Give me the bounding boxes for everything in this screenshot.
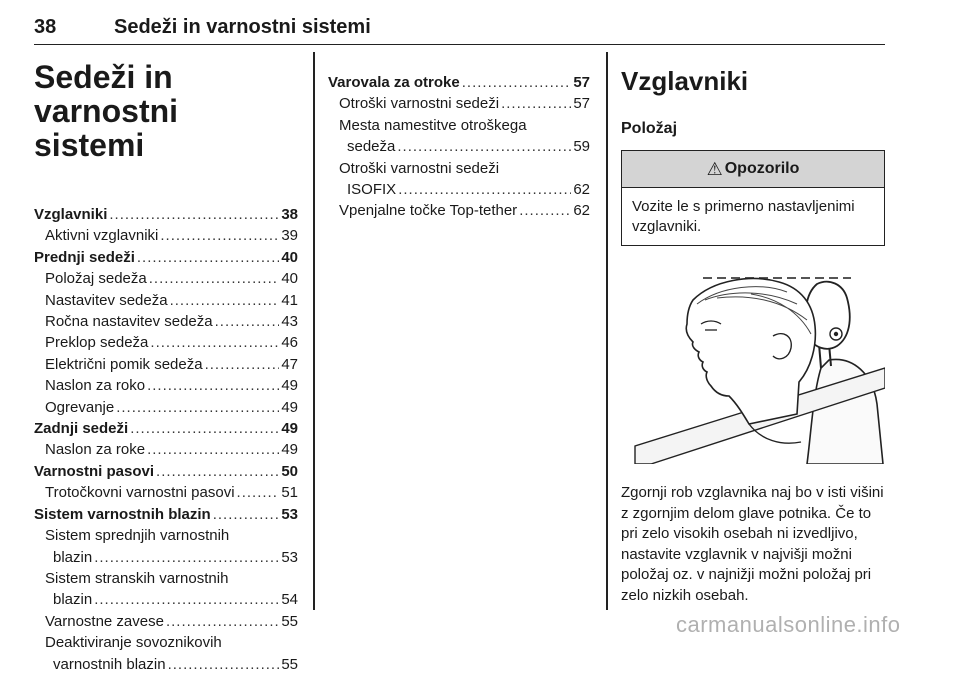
toc-leader-dots	[501, 93, 571, 114]
toc-entry-title: Električni pomik sedeža	[45, 355, 203, 373]
subsection-title: Položaj	[621, 120, 678, 137]
toc-leader-dots	[147, 439, 279, 460]
toc-entry-title: blazin	[53, 548, 93, 566]
toc-entry-title: varnostnih blazin	[53, 655, 166, 673]
toc-page-number: 40	[281, 270, 298, 288]
warning-triangle-icon: ⚠	[706, 158, 723, 179]
toc-entry-title: Varovala za otroke	[328, 74, 460, 91]
toc-leader-dots	[170, 290, 280, 311]
toc-section-entry[interactable]	[34, 504, 298, 525]
body-paragraph: Zgornji rob vzglavnika naj bo v isti višini z zgornjim delom glave potnika. Če to pri zelo visokih osebah ni izvedljivo, nastavite vzglavnik v najvišji možni položaj oz. v najnižji možni položaj pri zelo nizkih osebah.	[621, 484, 884, 604]
toc-page-number: 54	[281, 591, 298, 609]
toc-entry-title: Varnostne zavese	[45, 612, 164, 630]
toc-leader-dots	[397, 136, 571, 157]
toc-column-1	[34, 60, 298, 675]
page-header	[34, 14, 885, 45]
toc-entry-line: Otroški varnostni sedeži	[339, 159, 500, 177]
toc-leader-dots	[149, 268, 280, 289]
toc-leader-dots	[94, 589, 279, 610]
toc-page-number: 59	[573, 138, 590, 156]
toc-page-number: 53	[281, 548, 298, 566]
toc-leader-dots	[398, 179, 571, 200]
toc-entry[interactable]	[34, 611, 298, 632]
toc-leader-dots	[147, 375, 279, 396]
toc-leader-dots	[150, 332, 279, 353]
toc-entry-line: Deaktiviranje sovoznikovih	[45, 634, 222, 652]
section-column	[621, 60, 885, 606]
toc-entry[interactable]	[328, 136, 590, 157]
toc-leader-dots	[116, 397, 279, 418]
column-divider	[606, 52, 608, 610]
toc-entry-title: blazin	[53, 591, 93, 609]
toc-entry-title: Varnostni pasovi	[34, 462, 155, 480]
toc-leader-dots	[205, 354, 280, 375]
toc-leader-dots	[519, 200, 571, 221]
toc-leader-dots	[156, 461, 279, 482]
warning-header	[622, 151, 884, 188]
toc-leader-dots	[215, 311, 280, 332]
toc-page-number: 39	[281, 227, 298, 245]
toc-leader-dots	[462, 72, 572, 93]
headrest-position-illustration	[621, 264, 885, 464]
toc-entry-title: Trotočkovni varnostni pasovi	[45, 484, 235, 502]
toc-entry-title: Naslon za roke	[45, 441, 146, 459]
column-divider	[313, 52, 315, 610]
toc-leader-dots	[94, 547, 279, 568]
toc-leader-dots	[168, 654, 280, 675]
toc-entry-title: Preklop sedeža	[45, 334, 149, 352]
toc-entry[interactable]	[34, 589, 298, 610]
toc-entry[interactable]	[34, 439, 298, 460]
toc-entry-line: Sistem sprednjih varnostnih	[45, 527, 230, 545]
toc-page-number: 46	[281, 334, 298, 352]
toc-page-number: 43	[281, 313, 298, 331]
toc-entry-title: Vzglavniki	[34, 206, 108, 223]
toc-page-number: 49	[281, 420, 298, 438]
toc-entry-title: Naslon za roko	[45, 377, 146, 395]
toc-entry[interactable]	[34, 375, 298, 396]
toc-page-number: 50	[281, 462, 298, 480]
toc-page-number: 49	[281, 398, 298, 416]
warning-box	[621, 150, 885, 246]
chapter-title: Sedeži in varnostni sistemi	[34, 59, 179, 163]
toc-entry[interactable]	[34, 547, 298, 568]
toc-section-entry[interactable]	[34, 461, 298, 482]
running-title: Sedeži in varnostni sistemi	[114, 16, 371, 38]
toc-entry-line: Sistem stranskih varnostnih	[45, 569, 229, 587]
watermark: carmanualsonline.info	[676, 612, 901, 637]
toc-entry[interactable]	[34, 225, 298, 246]
toc-leader-dots	[160, 225, 279, 246]
toc-leader-dots	[213, 504, 280, 525]
table-of-contents	[34, 204, 298, 675]
toc-entry-title: Aktivni vzglavniki	[45, 227, 159, 245]
toc-section-entry[interactable]	[34, 418, 298, 439]
toc-entry-title: Prednji sedeži	[34, 248, 135, 266]
warning-text: Vozite le s primerno nastavljenimi vzglavniki.	[632, 198, 855, 235]
toc-entry[interactable]	[34, 290, 298, 311]
toc-entry-title: Ročna nastavitev sedeža	[45, 313, 213, 331]
toc-entry-title: sedeža	[347, 138, 396, 156]
toc-page-number: 51	[281, 484, 298, 502]
toc-page-number: 57	[573, 95, 590, 113]
toc-entry[interactable]	[34, 268, 298, 289]
toc-page-number: 49	[281, 377, 298, 395]
toc-entry[interactable]	[34, 654, 298, 675]
toc-page-number: 62	[573, 202, 590, 220]
toc-page-number: 53	[281, 505, 298, 523]
toc-column-2	[328, 60, 590, 222]
toc-entry-title: Otroški varnostni sedeži	[339, 95, 500, 113]
toc-page-number: 40	[281, 248, 298, 266]
table-of-contents	[328, 72, 590, 222]
toc-entry[interactable]	[328, 93, 590, 114]
toc-leader-dots	[109, 204, 279, 225]
toc-entry-line: Mesta namestitve otroškega	[339, 116, 527, 134]
toc-page-number: 55	[281, 655, 298, 673]
toc-entry[interactable]	[328, 179, 590, 200]
toc-entry[interactable]	[34, 397, 298, 418]
toc-entry-title: Nastavitev sedeža	[45, 291, 168, 309]
toc-entry-title: Položaj sedeža	[45, 270, 147, 288]
toc-page-number: 41	[281, 291, 298, 309]
toc-entry-title: Zadnji sedeži	[34, 420, 129, 438]
toc-leader-dots	[237, 482, 280, 503]
toc-entry[interactable]	[34, 332, 298, 353]
toc-entry[interactable]	[34, 482, 298, 503]
page-number: 38	[34, 16, 57, 38]
toc-section-entry[interactable]	[34, 247, 298, 268]
toc-section-entry[interactable]	[328, 72, 590, 93]
warning-title: Opozorilo	[724, 160, 800, 177]
toc-leader-dots	[130, 418, 279, 439]
toc-entry-title: ISOFIX	[347, 181, 397, 199]
toc-entry[interactable]	[328, 200, 590, 221]
toc-leader-dots	[166, 611, 279, 632]
toc-page-number: 49	[281, 441, 298, 459]
toc-leader-dots	[137, 247, 279, 268]
toc-entry[interactable]	[34, 354, 298, 375]
toc-entry-title: Sistem varnostnih blazin	[34, 505, 211, 523]
toc-entry-title: Vpenjalne točke Top-tether	[339, 202, 518, 220]
toc-page-number: 57	[573, 74, 590, 91]
toc-entry[interactable]	[34, 311, 298, 332]
toc-page-number: 62	[573, 181, 590, 199]
toc-section-entry[interactable]	[34, 204, 298, 225]
toc-page-number: 55	[281, 612, 298, 630]
toc-page-number: 38	[281, 206, 298, 223]
toc-page-number: 47	[281, 355, 298, 373]
section-title: Vzglavniki	[621, 66, 749, 96]
toc-entry-title: Ogrevanje	[45, 398, 115, 416]
